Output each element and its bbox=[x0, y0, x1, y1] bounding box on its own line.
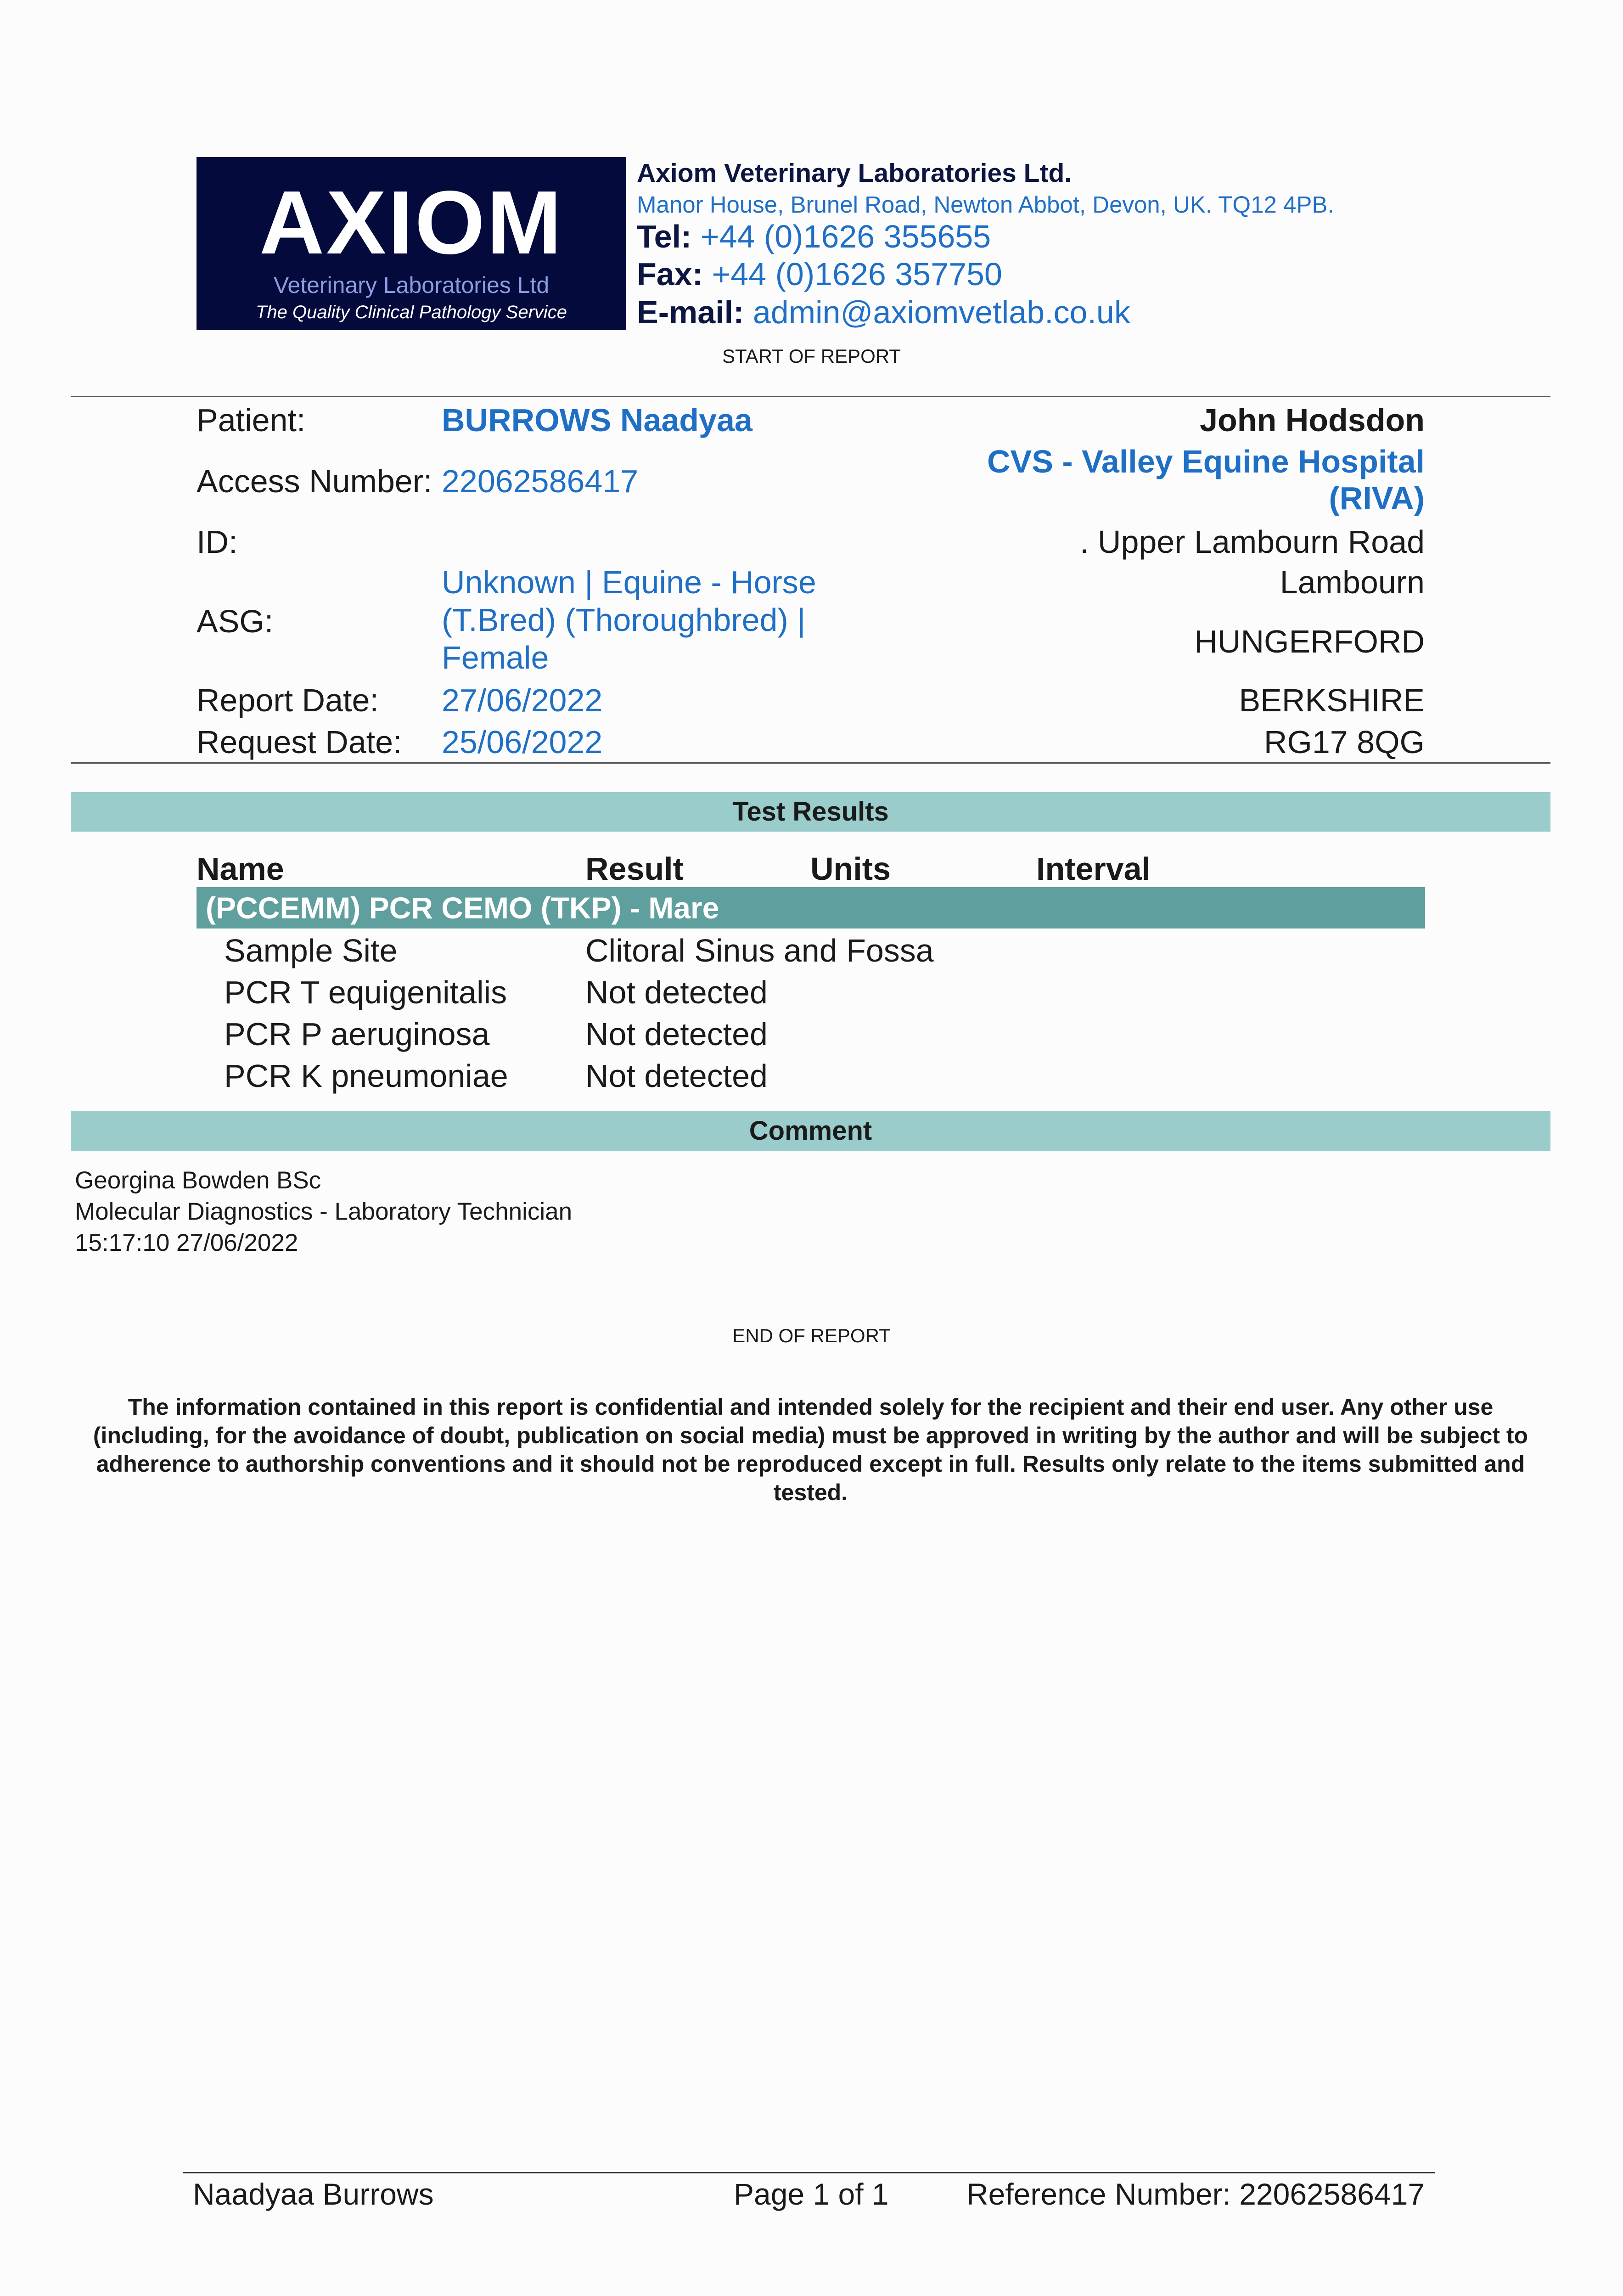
asg-line-2: (T.Bred) (Thoroughbred) | bbox=[442, 602, 806, 638]
patient-value: BURROWS Naadyaa bbox=[442, 402, 753, 438]
divider-top bbox=[71, 396, 1550, 397]
vet-postcode: RG17 8QG bbox=[1264, 724, 1425, 760]
vet-address-2: Lambourn bbox=[1280, 564, 1425, 600]
report-date-label: Report Date: bbox=[197, 682, 379, 718]
comment-heading: Comment bbox=[71, 1111, 1550, 1151]
result-row-name: Sample Site bbox=[224, 933, 398, 968]
result-row-name: PCR T equigenitalis bbox=[224, 974, 507, 1010]
request-date-value: 25/06/2022 bbox=[442, 724, 603, 760]
vet-county: BERKSHIRE bbox=[1239, 682, 1425, 718]
start-of-report: START OF REPORT bbox=[722, 345, 901, 367]
disclaimer: The information contained in this report is confidential and intended solely for the recipient and their end user. Any other use (including, for the avoidance of doubt, publication on social media) must be approved in writing by the author and will be subject to adherence to authorship conventions and it should not be reproduced except in full. Results only relate to the items submitted and tested. bbox=[93, 1394, 1528, 1505]
footer-patient-name: Naadyaa Burrows bbox=[193, 2177, 434, 2211]
logo-title: AXIOM bbox=[259, 172, 564, 273]
vet-name: John Hodsdon bbox=[1200, 402, 1425, 438]
asg-label: ASG: bbox=[197, 603, 274, 639]
id-label: ID: bbox=[197, 524, 238, 560]
footer-reference: Reference Number: 22062586417 bbox=[966, 2177, 1425, 2211]
footer-divider bbox=[183, 2172, 1435, 2173]
access-number-label: Access Number: bbox=[197, 463, 432, 499]
vet-town: HUNGERFORD bbox=[1194, 624, 1425, 659]
tel-value: +44 (0)1626 355655 bbox=[700, 219, 991, 254]
asg-line-3: Female bbox=[442, 640, 549, 675]
patient-label: Patient: bbox=[197, 402, 306, 438]
result-row-value: Not detected bbox=[585, 974, 768, 1010]
practice-line-2: (RIVA) bbox=[1329, 480, 1425, 516]
fax-label: Fax: bbox=[637, 256, 703, 292]
report-date-value: 27/06/2022 bbox=[442, 682, 603, 718]
email-label: E-mail: bbox=[637, 294, 744, 330]
fax-value: +44 (0)1626 357750 bbox=[712, 256, 1002, 292]
col-header-result: Result bbox=[585, 851, 684, 887]
result-row-name: PCR P aeruginosa bbox=[224, 1016, 490, 1052]
asg-line-1: Unknown | Equine - Horse bbox=[442, 564, 816, 600]
request-date-label: Request Date: bbox=[197, 724, 402, 760]
result-row-value: Not detected bbox=[585, 1016, 768, 1052]
vet-address-1: . Upper Lambourn Road bbox=[1080, 524, 1425, 560]
lab-address: Manor House, Brunel Road, Newton Abbot, Devon, UK. TQ12 4PB. bbox=[637, 191, 1334, 218]
comment-author: Georgina Bowden BSc bbox=[75, 1167, 321, 1194]
contact-email bbox=[637, 294, 1130, 331]
col-header-name: Name bbox=[197, 851, 284, 887]
practice-line-1: CVS - Valley Equine Hospital bbox=[987, 444, 1425, 479]
col-header-interval: Interval bbox=[1036, 851, 1151, 887]
divider-bottom bbox=[71, 762, 1550, 764]
comment-role: Molecular Diagnostics - Laboratory Technician bbox=[75, 1198, 573, 1225]
col-header-units: Units bbox=[810, 851, 891, 887]
end-of-report: END OF REPORT bbox=[732, 1325, 891, 1346]
result-row-value: Not detected bbox=[585, 1058, 768, 1094]
footer-page: Page 1 of 1 bbox=[734, 2177, 889, 2211]
tel-label: Tel: bbox=[637, 219, 692, 254]
result-row-value: Clitoral Sinus and Fossa bbox=[585, 933, 934, 968]
axiom-logo bbox=[197, 157, 626, 330]
comment-timestamp: 15:17:10 27/06/2022 bbox=[75, 1229, 298, 1256]
lab-name: Axiom Veterinary Laboratories Ltd. bbox=[637, 158, 1072, 188]
test-results-heading: Test Results bbox=[71, 792, 1550, 832]
access-number-value: 22062586417 bbox=[442, 463, 639, 499]
test-group-header: (PCCEMM) PCR CEMO (TKP) - Mare bbox=[197, 887, 1425, 929]
contact-tel bbox=[637, 218, 991, 255]
logo-tagline: The Quality Clinical Pathology Service bbox=[255, 302, 567, 322]
result-row-name: PCR K pneumoniae bbox=[224, 1058, 508, 1094]
contact-fax bbox=[637, 256, 1002, 293]
email-value[interactable]: admin@axiomvetlab.co.uk bbox=[753, 294, 1130, 330]
logo-subtitle: Veterinary Laboratories Ltd bbox=[273, 272, 550, 298]
